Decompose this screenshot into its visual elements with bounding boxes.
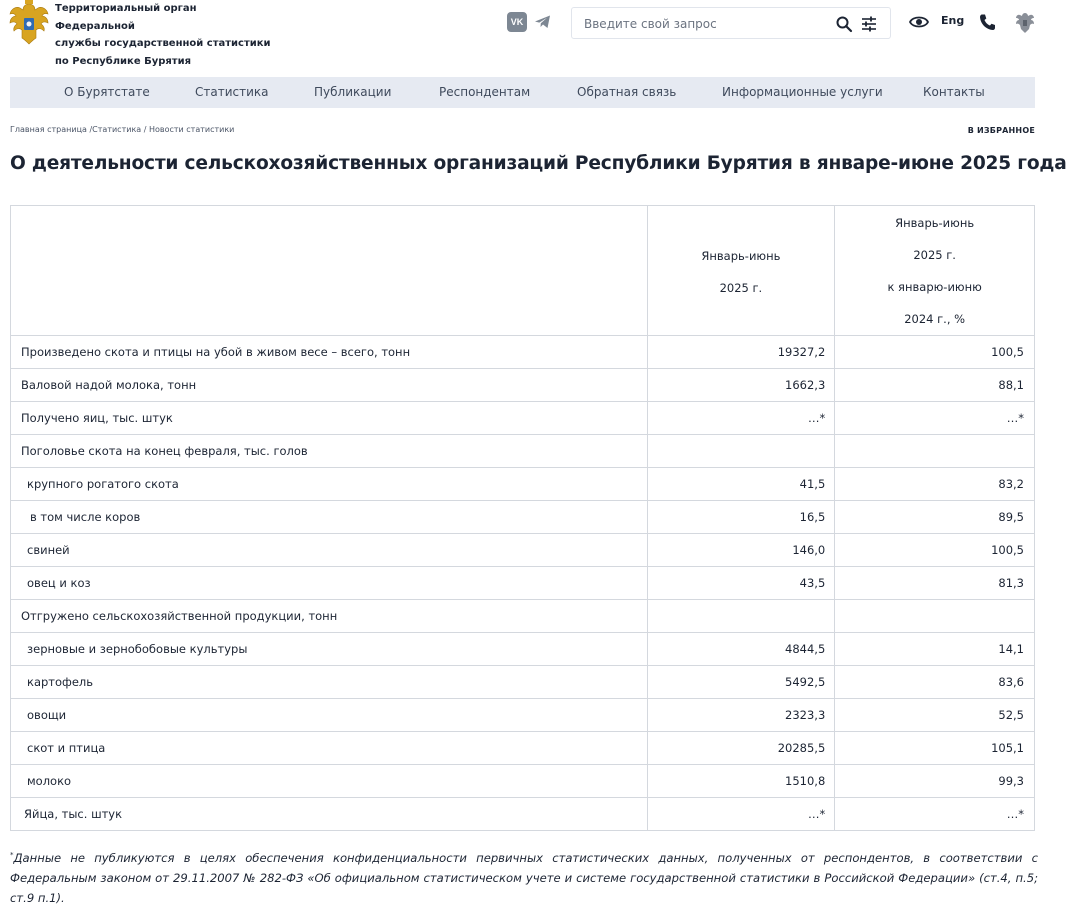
table-row (11, 732, 1035, 765)
nav-item-info-services[interactable]: Информационные услуги (722, 85, 883, 99)
row-label: молоко (11, 765, 648, 798)
row-value-period: 16,5 (647, 501, 835, 534)
filter-icon[interactable] (860, 15, 878, 33)
add-to-favorites-button[interactable]: В ИЗБРАННОЕ (967, 126, 1035, 135)
eye-icon[interactable] (909, 13, 929, 31)
table-row (11, 435, 1035, 468)
row-value-percent: …* (835, 798, 1035, 831)
row-label: скот и птица (11, 732, 648, 765)
row-value-period: 5492,5 (647, 666, 835, 699)
search-box (571, 7, 891, 39)
breadcrumb-statistics[interactable]: Статистика (92, 125, 142, 134)
row-label: Валовой надой молока, тонн (11, 369, 648, 402)
row-value-percent: …* (835, 402, 1035, 435)
nav-item-about[interactable]: О Бурятстате (64, 85, 150, 99)
header-col-percent (835, 206, 1035, 336)
row-value-period: 2323,3 (647, 699, 835, 732)
table-header-row (11, 206, 1035, 336)
table-row (11, 699, 1035, 732)
search-icon[interactable] (835, 15, 853, 33)
org-line-2: Федеральной (55, 20, 135, 32)
row-label: зерновые и зернобобовые культуры (11, 633, 648, 666)
row-value-percent: 89,5 (835, 501, 1035, 534)
header-col-period-line-1: Январь-июнь (701, 248, 781, 263)
table-row (11, 567, 1035, 600)
row-value-period (647, 600, 835, 633)
row-label: свиней (11, 534, 648, 567)
row-value-period: 43,5 (647, 567, 835, 600)
breadcrumb-home[interactable]: Главная страница (10, 125, 87, 134)
header-col-percent-line-3: к январю-июню (887, 279, 982, 294)
row-label: картофель (11, 666, 648, 699)
org-line-4: по Республике Бурятия (55, 56, 192, 68)
table-row (11, 666, 1035, 699)
table-row (11, 336, 1035, 369)
row-value-period: 4844,5 (647, 633, 835, 666)
search-input[interactable] (584, 14, 824, 34)
row-value-period (647, 435, 835, 468)
table-row (11, 369, 1035, 402)
row-value-period: …* (647, 402, 835, 435)
row-label: Поголовье скота на конец февраля, тыс. голов (11, 435, 648, 468)
page-title: О деятельности сельскохозяйственных организаций Республики Бурятия в январе-июне 2025 года (10, 153, 1067, 174)
row-label: крупного рогатого скота (11, 468, 648, 501)
row-value-percent: 100,5 (835, 534, 1035, 567)
table-row (11, 798, 1035, 831)
row-label: овощи (11, 699, 648, 732)
row-value-period: 20285,5 (647, 732, 835, 765)
row-value-percent: 100,5 (835, 336, 1035, 369)
header-col-period-line-2: 2025 г. (719, 280, 763, 295)
row-value-period: 19327,2 (647, 336, 835, 369)
nav-item-feedback[interactable]: Обратная связь (577, 85, 677, 99)
logo-eagle-icon[interactable] (8, 0, 50, 46)
telegram-icon[interactable] (533, 12, 553, 32)
header-col-percent-line-2: 2025 г. (913, 247, 956, 262)
data-table (10, 205, 1035, 831)
table-row (11, 468, 1035, 501)
row-value-percent: 88,1 (835, 369, 1035, 402)
row-label: Отгружено сельскохозяйственной продукции, тонн (11, 600, 648, 633)
row-value-percent (835, 600, 1035, 633)
row-value-period: 1510,8 (647, 765, 835, 798)
phone-icon[interactable] (979, 13, 995, 31)
main-nav (10, 77, 1035, 108)
site-header (0, 0, 1087, 72)
row-value-percent: 105,1 (835, 732, 1035, 765)
row-value-percent: 83,6 (835, 666, 1035, 699)
vk-icon[interactable]: VK (507, 12, 527, 32)
nav-item-publications[interactable]: Публикации (314, 85, 392, 99)
row-value-percent: 81,3 (835, 567, 1035, 600)
nav-item-statistics[interactable]: Статистика (195, 85, 269, 99)
row-value-period: 146,0 (647, 534, 835, 567)
row-value-percent: 99,3 (835, 765, 1035, 798)
organization-name[interactable] (55, 0, 271, 71)
table-row (11, 765, 1035, 798)
language-switch[interactable]: Eng (941, 14, 965, 27)
breadcrumb-news[interactable]: Новости статистики (148, 125, 235, 134)
row-value-period: 1662,3 (647, 369, 835, 402)
row-value-period: 41,5 (647, 468, 835, 501)
row-label: Получено яиц, тыс. штук (11, 402, 648, 435)
row-value-percent: 14,1 (835, 633, 1035, 666)
row-label: Произведено скота и птицы на убой в живом весе – всего, тонн (11, 336, 648, 369)
org-line-1: Территориальный орган (55, 3, 197, 14)
footnote-text: Данные не публикуются в целях обеспечения конфиденциальности первичных статистических данных, полученных от респондентов, в соответствии с Федеральным законом от 29.11.2007 № 282-ФЗ «Об официальном статистическом учете и системе государственной статистики в Российской Федерации» (ст.4, п.5; ст.9 п.1). (10, 850, 1038, 905)
emblem-icon[interactable] (1015, 12, 1035, 34)
header-col-percent-line-4: 2024 г., % (904, 311, 966, 326)
nav-item-respondents[interactable]: Респондентам (439, 85, 531, 99)
table-row (11, 600, 1035, 633)
row-value-percent: 52,5 (835, 699, 1035, 732)
row-value-percent (835, 435, 1035, 468)
row-value-period: …* (647, 798, 835, 831)
row-value-percent: 83,2 (835, 468, 1035, 501)
table-row (11, 402, 1035, 435)
nav-item-contacts[interactable]: Контакты (923, 85, 985, 99)
row-label: Яйца, тыс. штук (11, 798, 648, 831)
header-empty-cell (11, 206, 648, 336)
row-label: овец и коз (11, 567, 648, 600)
footnote (10, 845, 1038, 908)
footnote-mark: * (10, 851, 14, 859)
table-row (11, 534, 1035, 567)
breadcrumb: Главная страница /Статистика / Новости статистики (10, 125, 235, 134)
header-col-period (647, 206, 835, 336)
row-label: в том числе коров (11, 501, 648, 534)
org-line-3: службы государственной статистики (55, 38, 271, 50)
table-row (11, 501, 1035, 534)
table-row (11, 633, 1035, 666)
header-col-percent-line-1: Январь-июнь (895, 215, 975, 230)
